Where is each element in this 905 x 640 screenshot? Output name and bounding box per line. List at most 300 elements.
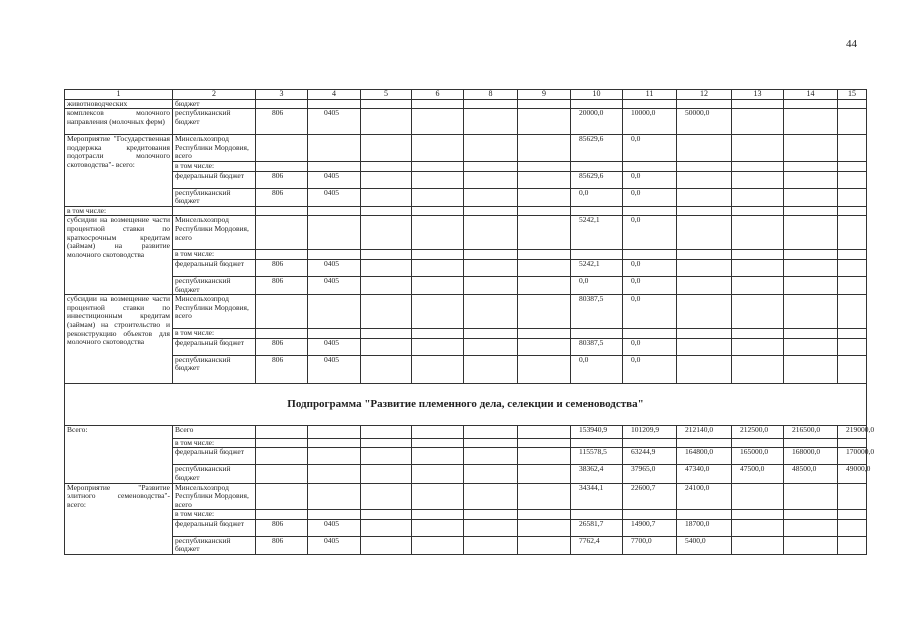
empty-cell	[412, 295, 464, 329]
row-description: животноводческих	[65, 99, 173, 109]
amount-c12: 164800,0	[677, 448, 732, 465]
amount-c15	[838, 259, 867, 276]
section-code	[308, 250, 361, 260]
table-row	[65, 338, 867, 355]
ministry-code: 806	[256, 259, 308, 276]
empty-cell	[412, 161, 464, 171]
empty-cell	[518, 259, 571, 276]
table-row	[65, 250, 867, 260]
amount-c13	[732, 519, 784, 536]
empty-cell	[464, 276, 518, 294]
section-code: 0405	[308, 338, 361, 355]
column-number: 14	[784, 90, 838, 100]
amount-c11: 0,0	[623, 171, 677, 188]
section-code	[308, 329, 361, 339]
empty-cell	[464, 188, 518, 206]
amount-c13	[732, 483, 784, 510]
empty-cell	[361, 483, 412, 510]
section-code	[308, 448, 361, 465]
empty-cell	[412, 483, 464, 510]
table-row	[65, 171, 867, 188]
amount-c10: 0,0	[571, 355, 623, 383]
ministry-code: 806	[256, 171, 308, 188]
empty-cell	[361, 425, 412, 438]
empty-cell	[412, 448, 464, 465]
ministry-code: 806	[256, 276, 308, 294]
amount-c14	[784, 338, 838, 355]
ministry-code	[256, 295, 308, 329]
amount-c11: 0,0	[623, 338, 677, 355]
empty-cell	[518, 206, 571, 216]
empty-cell	[464, 216, 518, 250]
table-row	[65, 161, 867, 171]
ministry-code	[256, 483, 308, 510]
amount-c13: 165000,0	[732, 448, 784, 465]
amount-c13	[732, 171, 784, 188]
empty-cell	[361, 171, 412, 188]
section-code	[308, 465, 361, 483]
empty-cell	[518, 536, 571, 554]
amount-c12: 212140,0	[677, 425, 732, 438]
column-number: 3	[256, 90, 308, 100]
empty-cell	[464, 109, 518, 135]
amount-c15	[838, 355, 867, 383]
amount-c15	[838, 510, 867, 520]
amount-c13	[732, 206, 784, 216]
amount-c14	[784, 161, 838, 171]
amount-c12: 47340,0	[677, 465, 732, 483]
amount-c15	[838, 188, 867, 206]
empty-cell	[361, 276, 412, 294]
amount-c14: 168000,0	[784, 448, 838, 465]
amount-c12	[677, 510, 732, 520]
empty-cell	[464, 510, 518, 520]
funding-source: республиканский бюджет	[173, 465, 256, 483]
amount-c11: 37965,0	[623, 465, 677, 483]
section-code	[308, 206, 361, 216]
funding-source: в том числе:	[173, 329, 256, 339]
amount-c13	[732, 536, 784, 554]
empty-cell	[518, 250, 571, 260]
funding-source: республиканский бюджет	[173, 188, 256, 206]
table-row	[65, 465, 867, 483]
amount-c13	[732, 276, 784, 294]
table-row	[65, 483, 867, 510]
empty-cell	[412, 171, 464, 188]
amount-c10: 34344,1	[571, 483, 623, 510]
amount-c14	[784, 536, 838, 554]
section-code	[308, 135, 361, 162]
empty-cell	[464, 425, 518, 438]
amount-c14	[784, 259, 838, 276]
empty-cell	[361, 259, 412, 276]
amount-c12	[677, 171, 732, 188]
ministry-code: 806	[256, 188, 308, 206]
amount-c14	[784, 276, 838, 294]
amount-c11: 63244,9	[623, 448, 677, 465]
amount-c15	[838, 135, 867, 162]
funding-source: Минсельхозпрод Республики Мордовия, всего	[173, 135, 256, 162]
amount-c10	[571, 510, 623, 520]
amount-c10: 85629,6	[571, 135, 623, 162]
amount-c10: 7762,4	[571, 536, 623, 554]
column-number: 9	[518, 90, 571, 100]
empty-cell	[518, 483, 571, 510]
amount-c12: 18700,0	[677, 519, 732, 536]
table-row	[65, 109, 867, 135]
amount-c12: 5400,0	[677, 536, 732, 554]
amount-c13: 212500,0	[732, 425, 784, 438]
funding-source: республиканский бюджет	[173, 536, 256, 554]
amount-c11	[623, 161, 677, 171]
amount-c14	[784, 99, 838, 109]
ministry-code: 806	[256, 338, 308, 355]
empty-cell	[412, 465, 464, 483]
funding-source: федеральный бюджет	[173, 259, 256, 276]
amount-c14	[784, 188, 838, 206]
amount-c15	[838, 206, 867, 216]
section-code	[308, 216, 361, 250]
empty-cell	[518, 171, 571, 188]
amount-c15	[838, 171, 867, 188]
amount-c11: 101209,9	[623, 425, 677, 438]
amount-c13	[732, 99, 784, 109]
funding-source: Всего	[173, 425, 256, 438]
subprogram-heading: Подпрограмма "Развитие племенного дела, селекции и семеноводства"	[65, 383, 867, 425]
ministry-code	[256, 448, 308, 465]
section-code: 0405	[308, 519, 361, 536]
empty-cell	[361, 161, 412, 171]
empty-cell	[361, 250, 412, 260]
empty-cell	[412, 188, 464, 206]
section-code: 0405	[308, 259, 361, 276]
empty-cell	[361, 438, 412, 448]
amount-c13	[732, 510, 784, 520]
amount-c13	[732, 109, 784, 135]
amount-c12	[677, 135, 732, 162]
row-description: в том числе:	[65, 206, 173, 216]
amount-c13	[732, 250, 784, 260]
section-code	[308, 510, 361, 520]
empty-cell	[518, 465, 571, 483]
funding-source: федеральный бюджет	[173, 448, 256, 465]
row-description: Всего:	[65, 425, 173, 483]
amount-c12	[677, 355, 732, 383]
ministry-code	[256, 216, 308, 250]
empty-cell	[464, 519, 518, 536]
empty-cell	[412, 99, 464, 109]
ministry-code	[256, 510, 308, 520]
column-number: 13	[732, 90, 784, 100]
section-code: 0405	[308, 276, 361, 294]
table-row	[65, 276, 867, 294]
amount-c14	[784, 206, 838, 216]
row-description: комплексов молочного направления (молочных ферм)	[65, 109, 173, 135]
empty-cell	[518, 519, 571, 536]
empty-cell	[412, 135, 464, 162]
table-row	[65, 425, 867, 438]
ministry-code	[256, 161, 308, 171]
amount-c14	[784, 250, 838, 260]
table-row	[65, 536, 867, 554]
amount-c10: 38362,4	[571, 465, 623, 483]
empty-cell	[464, 483, 518, 510]
amount-c12	[677, 276, 732, 294]
amount-c11: 0,0	[623, 259, 677, 276]
empty-cell	[464, 99, 518, 109]
section-code	[308, 295, 361, 329]
amount-c13	[732, 188, 784, 206]
empty-cell	[412, 438, 464, 448]
empty-cell	[412, 536, 464, 554]
empty-cell	[464, 206, 518, 216]
column-number: 12	[677, 90, 732, 100]
amount-c12	[677, 250, 732, 260]
table-row	[65, 355, 867, 383]
amount-c11: 22600,7	[623, 483, 677, 510]
amount-c11	[623, 510, 677, 520]
empty-cell	[518, 438, 571, 448]
empty-cell	[464, 171, 518, 188]
empty-cell	[412, 109, 464, 135]
amount-c13	[732, 355, 784, 383]
amount-c15: 49000,0	[838, 465, 867, 483]
amount-c15	[838, 329, 867, 339]
amount-c10: 80387,5	[571, 338, 623, 355]
empty-cell	[412, 259, 464, 276]
amount-c13	[732, 135, 784, 162]
empty-cell	[464, 465, 518, 483]
amount-c12: 50000,0	[677, 109, 732, 135]
ministry-code	[256, 465, 308, 483]
amount-c10: 26581,7	[571, 519, 623, 536]
amount-c13	[732, 338, 784, 355]
funding-source: республиканский бюджет	[173, 109, 256, 135]
empty-cell	[412, 250, 464, 260]
amount-c12	[677, 259, 732, 276]
amount-c12	[677, 295, 732, 329]
amount-c12	[677, 338, 732, 355]
empty-cell	[361, 448, 412, 465]
funding-source: бюджет	[173, 99, 256, 109]
amount-c10: 0,0	[571, 276, 623, 294]
ministry-code: 806	[256, 536, 308, 554]
amount-c12	[677, 161, 732, 171]
section-code: 0405	[308, 355, 361, 383]
empty-cell	[412, 329, 464, 339]
table-row	[65, 448, 867, 465]
amount-c15: 219000,0	[838, 425, 867, 438]
column-number: 1	[65, 90, 173, 100]
empty-cell	[464, 295, 518, 329]
ministry-code	[256, 135, 308, 162]
amount-c13	[732, 161, 784, 171]
funding-source: федеральный бюджет	[173, 171, 256, 188]
amount-c12: 24100,0	[677, 483, 732, 510]
amount-c14	[784, 329, 838, 339]
column-number: 5	[361, 90, 412, 100]
empty-cell	[361, 295, 412, 329]
empty-cell	[518, 216, 571, 250]
amount-c10: 0,0	[571, 188, 623, 206]
amount-c14	[784, 216, 838, 250]
table-row	[65, 519, 867, 536]
amount-c15	[838, 161, 867, 171]
funding-source: федеральный бюджет	[173, 519, 256, 536]
empty-cell	[361, 338, 412, 355]
ministry-code	[256, 250, 308, 260]
amount-c11: 0,0	[623, 216, 677, 250]
section-code	[308, 425, 361, 438]
empty-cell	[464, 259, 518, 276]
ministry-code: 806	[256, 519, 308, 536]
amount-c10: 80387,5	[571, 295, 623, 329]
ministry-code	[256, 206, 308, 216]
empty-cell	[412, 276, 464, 294]
budget-table	[64, 89, 875, 555]
amount-c10: 20000,0	[571, 109, 623, 135]
empty-cell	[518, 99, 571, 109]
amount-c14: 216500,0	[784, 425, 838, 438]
amount-c11: 10000,0	[623, 109, 677, 135]
ministry-code: 806	[256, 355, 308, 383]
amount-c12	[677, 188, 732, 206]
empty-cell	[361, 536, 412, 554]
amount-c15	[838, 536, 867, 554]
empty-cell	[518, 135, 571, 162]
table-row	[65, 259, 867, 276]
funding-source: республиканский бюджет	[173, 355, 256, 383]
column-number: 2	[173, 90, 256, 100]
amount-c10: 153940,9	[571, 425, 623, 438]
empty-cell	[361, 109, 412, 135]
amount-c11: 0,0	[623, 295, 677, 329]
amount-c13	[732, 329, 784, 339]
empty-cell	[518, 161, 571, 171]
column-number: 10	[571, 90, 623, 100]
funding-source: республиканский бюджет	[173, 276, 256, 294]
amount-c14	[784, 519, 838, 536]
amount-c15	[838, 483, 867, 510]
amount-c10	[571, 250, 623, 260]
amount-c10	[571, 161, 623, 171]
empty-cell	[518, 355, 571, 383]
amount-c10: 5242,1	[571, 216, 623, 250]
empty-cell	[464, 536, 518, 554]
funding-source: федеральный бюджет	[173, 338, 256, 355]
empty-cell	[361, 510, 412, 520]
empty-cell	[412, 338, 464, 355]
amount-c10: 85629,6	[571, 171, 623, 188]
empty-cell	[518, 188, 571, 206]
empty-cell	[361, 355, 412, 383]
empty-cell	[518, 425, 571, 438]
amount-c12	[677, 206, 732, 216]
amount-c11: 0,0	[623, 188, 677, 206]
empty-cell	[412, 355, 464, 383]
column-number-row	[65, 90, 867, 100]
section-code: 0405	[308, 171, 361, 188]
amount-c15	[838, 338, 867, 355]
empty-cell	[412, 519, 464, 536]
amount-c10	[571, 329, 623, 339]
ministry-code	[256, 329, 308, 339]
empty-cell	[412, 206, 464, 216]
amount-c10: 115578,5	[571, 448, 623, 465]
empty-cell	[464, 329, 518, 339]
amount-c13: 47500,0	[732, 465, 784, 483]
empty-cell	[464, 338, 518, 355]
empty-cell	[518, 276, 571, 294]
funding-source: в том числе:	[173, 161, 256, 171]
funding-source: Минсельхозпрод Республики Мордовия, всего	[173, 295, 256, 329]
amount-c14	[784, 483, 838, 510]
table-row	[65, 295, 867, 329]
section-code: 0405	[308, 536, 361, 554]
amount-c13	[732, 259, 784, 276]
amount-c11: 0,0	[623, 355, 677, 383]
table-row	[65, 329, 867, 339]
empty-cell	[361, 519, 412, 536]
empty-cell	[464, 250, 518, 260]
amount-c10: 5242,1	[571, 259, 623, 276]
amount-c14	[784, 171, 838, 188]
empty-cell	[464, 135, 518, 162]
ministry-code	[256, 425, 308, 438]
amount-c15	[838, 295, 867, 329]
column-number: 15	[838, 90, 867, 100]
row-description: субсидии на возмещение части процентной ставки по краткосрочным кредитам (займам) на развитие молочного скотоводства	[65, 216, 173, 295]
funding-source: в том числе:	[173, 250, 256, 260]
row-description: Мероприятие "Развитие элитного семеноводства"- всего:	[65, 483, 173, 555]
empty-cell	[412, 216, 464, 250]
amount-c14	[784, 355, 838, 383]
section-code: 0405	[308, 188, 361, 206]
amount-c11	[623, 329, 677, 339]
amount-c15	[838, 109, 867, 135]
column-number: 8	[464, 90, 518, 100]
amount-c11: 0,0	[623, 276, 677, 294]
page-number: 44	[846, 38, 857, 50]
section-code	[308, 161, 361, 171]
funding-source: в том числе:	[173, 510, 256, 520]
section-code	[308, 483, 361, 510]
amount-c14	[784, 295, 838, 329]
column-number: 6	[412, 90, 464, 100]
subprogram-heading-row	[65, 383, 867, 425]
ministry-code: 806	[256, 109, 308, 135]
empty-cell	[518, 109, 571, 135]
table-row	[65, 510, 867, 520]
amount-c15	[838, 250, 867, 260]
table-row	[65, 216, 867, 250]
empty-cell	[361, 206, 412, 216]
empty-cell	[361, 135, 412, 162]
empty-cell	[361, 188, 412, 206]
amount-c11: 14900,7	[623, 519, 677, 536]
amount-c11	[623, 250, 677, 260]
amount-c15	[838, 216, 867, 250]
empty-cell	[518, 510, 571, 520]
ministry-code	[256, 438, 308, 448]
funding-source: Минсельхозпрод Республики Мордовия, всего	[173, 216, 256, 250]
empty-cell	[464, 438, 518, 448]
amount-c14: 48500,0	[784, 465, 838, 483]
amount-c14	[784, 109, 838, 135]
amount-c12	[677, 216, 732, 250]
amount-c15: 170000,0	[838, 448, 867, 465]
amount-c11: 0,0	[623, 135, 677, 162]
